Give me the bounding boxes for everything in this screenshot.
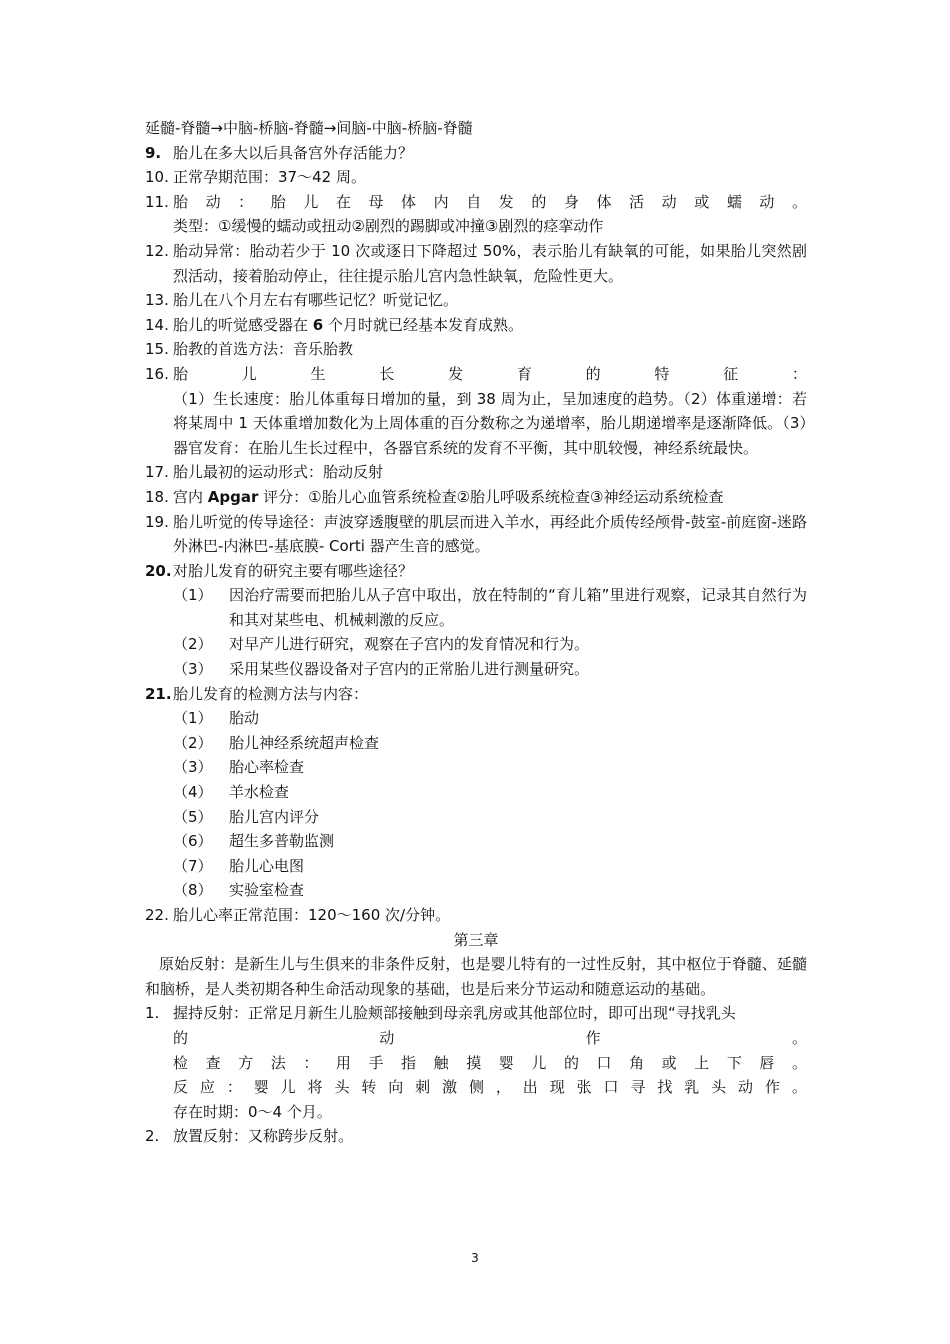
spread-char: 方 [238,1053,254,1072]
spread-char: 胎 [270,192,286,211]
spread-char: 儿 [241,364,257,383]
sub-item [145,878,807,903]
sub-item-text: 因治疗需要而把胎儿从子宫中取出，放在特制的“育儿箱”里进行观察，记录其自然行为和其对某些电、机械刺激的反应。 [229,586,807,629]
spread-char: 生 [310,364,326,383]
item-16 [145,362,807,460]
spread-char: 头 [711,1078,727,1097]
item-text-bold: Apgar [207,487,259,506]
item-21-sublist [145,706,807,903]
spread-char: 乳 [684,1078,700,1097]
sub-item-number: （2） [173,733,213,752]
spread-char: 体 [401,192,417,211]
item-number: 19. [145,512,169,531]
sub-item [145,632,807,657]
spread-char: 胎 [173,364,189,383]
item-number: 21. [145,684,172,703]
spread-char: 触 [433,1053,449,1072]
sub-item-text: 胎儿神经系统超声检查 [229,733,380,752]
spread-char: 动 [661,192,677,211]
item-20-sublist [145,583,807,681]
spread-char: 蠕 [726,192,742,211]
sub-item-number: （4） [173,783,213,802]
spread-char: 角 [629,1053,645,1072]
spread-char: 的 [531,192,547,211]
page-number: 3 [471,1251,479,1265]
spread-char: 上 [694,1053,710,1072]
sub-item-text: 采用某些仪器设备对子宫内的正常胎儿进行测量研究。 [229,660,590,679]
spread-char: 作 [585,1028,601,1047]
reflex-item-2 [145,1124,807,1149]
page-content [145,116,807,1149]
spread-char: 母 [368,192,384,211]
spread-char: 特 [654,364,670,383]
spread-char: 长 [379,364,395,383]
spread-char: 体 [596,192,612,211]
spread-char: 发 [448,364,464,383]
sub-item [145,854,807,879]
item-10 [145,165,807,190]
sub-item-text: 实验室检查 [229,881,305,900]
spread-char: 张 [576,1078,592,1097]
spread-char: 口 [596,1053,612,1072]
spread-char: ： [791,364,807,383]
spread-char: 用 [335,1053,351,1072]
item-number: 2. [145,1127,160,1146]
spread-char: 法 [270,1053,286,1072]
intro-paragraph: 原始反射：是新生儿与生俱来的非条件反射，也是婴儿特有的一过性反射，其中枢位于脊髓、延髓和脑桥，是人类初期各种生命活动现象的基础，也是后来分节运动和随意运动的基础。 [145,955,807,998]
spread-char: 婴 [498,1053,514,1072]
sequence-line: 延髓-脊髓→中脑-桥脑-脊髓→间脑-中脑-桥脑-脊髓 [145,119,473,137]
spread-char: 找 [657,1078,673,1097]
sub-item-text: 对早产儿进行研究，观察在子宫内的发育情况和行为。 [229,635,590,654]
spread-char: ： [226,1078,242,1097]
spread-char: 胎 [173,192,189,211]
item-18 [145,485,807,510]
item-15 [145,337,807,362]
spread-char: 向 [388,1078,404,1097]
sub-item-text: 超生多普勒监测 [229,832,335,851]
spread-char: 的 [563,1053,579,1072]
item-text: 胎动异常：胎动若少于 10 次或逐日下降超过 50%，表示胎儿有缺氧的可能，如果胎儿突然剧烈活动，接着胎动停止，往往提示胎儿宫内急性缺氧，危险性更大。 [173,241,807,285]
item-number: 17. [145,463,169,482]
spread-char: 。 [791,1028,807,1047]
item-number: 13. [145,291,169,310]
item-11 [145,190,807,239]
spread-char: 。 [791,1053,807,1072]
spread-char: 现 [549,1078,565,1097]
spread-char: 唇 [759,1053,775,1072]
spread-char: 儿 [303,192,319,211]
item-9 [145,141,807,166]
spread-char: 侧 [468,1078,484,1097]
item-text-post: 个月时就已经基本发育成熟。 [323,315,523,334]
item-22 [145,903,807,928]
sub-item [145,805,807,830]
item-text-spread [173,190,807,215]
item-text: 胎教的首选方法：音乐胎教 [173,340,354,359]
sub-item-number: （3） [173,758,213,777]
item-text-line3 [173,1051,807,1076]
spread-char: 刺 [415,1078,431,1097]
sub-item [145,780,807,805]
item-14 [145,313,807,338]
spread-char: 。 [791,192,807,211]
sub-item-number: （1） [173,709,213,728]
item-17 [145,460,807,485]
spread-char: 在 [335,192,351,211]
chapter-heading: 第三章 [453,930,499,949]
spread-char: 作 [764,1078,780,1097]
item-text-line1: 握持反射：正常足月新生儿脸颊部接触到母亲乳房或其他部位时，即可出现“寻找乳头 [173,1004,736,1023]
spread-char: 发 [498,192,514,211]
spread-char: 动 [205,192,221,211]
spread-char: ： [238,192,254,211]
item-text: 胎儿最初的运动形式：胎动反射 [173,463,384,482]
spread-char: 的 [173,1028,189,1047]
item-text: 胎儿在八个月左右有哪些记忆？听觉记忆。 [173,291,459,310]
spread-char: 征 [723,364,739,383]
item-12 [145,239,807,288]
spread-char: 内 [433,192,449,211]
spread-char: 应 [199,1078,215,1097]
item-number: 9. [145,143,162,162]
sub-item-text: 羊水检查 [229,783,290,802]
item-text-pre: 宫内 [173,487,208,506]
sub-item-number: （3） [173,660,213,679]
spread-char: 将 [307,1078,323,1097]
spread-char: 或 [694,192,710,211]
item-number: 14. [145,315,169,334]
spread-char: 动 [738,1078,754,1097]
spread-char: 头 [334,1078,350,1097]
item-heading-spread [173,362,807,387]
sub-item-number: （7） [173,856,213,875]
spread-char: 手 [368,1053,384,1072]
item-text-post: 评分：①胎儿心血管系统检查②胎儿呼吸系统检查③神经运动系统检查 [258,487,724,506]
item-number: 22. [145,906,169,924]
item-number: 10. [145,168,169,187]
spread-char: 出 [522,1078,538,1097]
sub-item-text: 胎儿宫内评分 [229,807,320,826]
item-text-line4 [173,1075,807,1100]
sub-item-number: （6） [173,832,213,851]
sub-item-number: （8） [173,881,213,900]
sub-item-text: 胎儿心电图 [229,856,305,875]
spread-char: ： [303,1053,319,1072]
spread-char: 摸 [466,1053,482,1072]
item-21 [145,682,807,707]
sub-item-text: 胎动 [229,709,260,728]
item-text: 放置反射：又称跨步反射。 [173,1127,354,1146]
spread-char: 儿 [280,1078,296,1097]
spread-char: 寻 [630,1078,646,1097]
reflex-item-1 [145,1001,807,1124]
item-number: 11. [145,192,169,211]
sub-item-text: 胎心率检查 [229,758,305,777]
item-19 [145,510,807,559]
item-text-pre: 胎儿的听觉感受器在 [173,315,313,334]
item-number: 18. [145,487,169,506]
item-text: 对胎儿发育的研究主要有哪些途径？ [173,561,414,580]
spread-char: 检 [173,1053,189,1072]
spread-char: 动 [379,1028,395,1047]
spread-char: 动 [759,192,775,211]
sub-item-number: （5） [173,807,213,826]
spread-char: 的 [585,364,601,383]
sub-item [145,755,807,780]
item-text: 胎儿发育的检测方法与内容： [173,684,369,703]
spread-char: 活 [629,192,645,211]
sub-item [145,706,807,731]
item-number: 15. [145,340,169,359]
item-number: 1. [145,1004,160,1023]
sub-item [145,657,807,682]
item-text: 胎儿心率正常范围：120～160 次/分钟。 [173,906,451,924]
item-text: （1）生长速度：胎儿体重每日增加的量，到 38 周为止，呈加速度的趋势。（2）体重递增：若将某周中 1 天体重增加数化为上周体重的百分数称之为递增率，胎儿期递增率是逐渐降低。（3）器官发育：在胎儿生长过程中，各器官系统的发育不平衡，其中肌较慢，神经系统最快。 [173,389,807,457]
sub-item [145,583,807,632]
spread-char: 育 [516,364,532,383]
spread-char: 下 [726,1053,742,1072]
item-text-line5: 存在时期：0～4 个月。 [173,1102,332,1121]
spread-char: 。 [791,1078,807,1097]
spread-char: 指 [401,1053,417,1072]
spread-char: 自 [466,192,482,211]
item-text: 胎儿在多大以后具备宫外存活能力？ [173,143,414,162]
sub-item-number: （1） [173,586,213,605]
spread-char: ， [495,1078,511,1097]
item-text: 正常孕期范围：37～42 周。 [173,168,366,187]
sub-item [145,731,807,756]
item-text-line2 [173,1026,807,1051]
item-number: 16. [145,364,169,383]
item-number: 20. [145,561,172,580]
item-text-bold: 6 [312,315,324,334]
spread-char: 儿 [531,1053,547,1072]
item-20 [145,559,807,584]
item-number: 12. [145,241,169,260]
spread-char: 身 [563,192,579,211]
sub-item [145,829,807,854]
spread-char: 转 [361,1078,377,1097]
item-text-line2: 类型：①缓慢的蠕动或扭动②剧烈的踢脚或冲撞③剧烈的痉挛动作 [173,217,604,236]
spread-char: 激 [442,1078,458,1097]
spread-char: 查 [205,1053,221,1072]
sub-item-number: （2） [173,635,213,654]
item-text: 胎儿听觉的传导途径：声波穿透腹壁的肌层而进入羊水，再经此介质传经颅骨-鼓室-前庭窗-迷路外淋巴-内淋巴-基底膜- Corti 器产生音的感觉。 [173,512,807,556]
spread-char: 婴 [253,1078,269,1097]
spread-char: 或 [661,1053,677,1072]
spread-char: 口 [603,1078,619,1097]
item-13 [145,288,807,313]
spread-char: 反 [173,1078,189,1097]
